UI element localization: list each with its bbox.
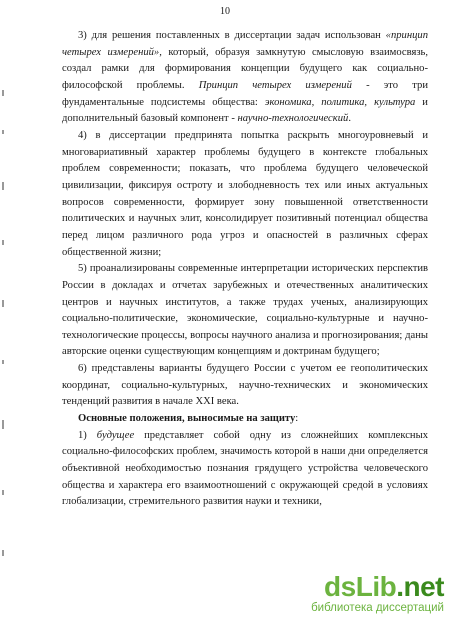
margin-scan-marks [2, 90, 8, 610]
text-run: и дополнительный базовый компонент - [62, 96, 428, 125]
text-run: . [348, 113, 351, 125]
italic-term: «принцип четырех измерений» [62, 30, 428, 58]
italic-term: научно-технологический [237, 113, 349, 125]
dslib-logo [254, 572, 444, 602]
section-heading [62, 411, 428, 428]
paragraph-5: 5) проанализированы современные интерпретации исторических перспектив России в докладах и отчетах зарубежных и отечественных аналитических центров и научных институтов, а также трудах ученых, анализирующих социально-политические, экономические, социально-культурные и научно-технологические процессы, вопросы научного анализа и прогнозирования; даны авторские оценки существующим концепциям и доктринам будущего; [62, 263, 428, 358]
italic-term: будущее [96, 429, 135, 441]
italic-term: Принцип четырех измерений [198, 79, 352, 91]
watermark-subtitle: библиотека диссертаций [311, 602, 444, 614]
heading-text: Основные положения, выносимые на защиту [78, 413, 296, 425]
text-run: 3) для решения поставленных в диссертации задач использован [78, 30, 386, 41]
paragraph-3 [62, 28, 428, 128]
paragraph-thesis-1 [62, 428, 428, 511]
paragraph-6: 6) представлены варианты будущего России с учетом ее геополитических координат, социально-культурных, научно-технических и экономических тенденций развития в начале XXI века. [62, 363, 428, 408]
text-run: 1) [78, 429, 97, 441]
document-body [62, 28, 428, 511]
dslib-watermark [254, 572, 444, 616]
logo-tld: .net [396, 571, 444, 602]
italic-term: экономика, политика, культура [264, 96, 416, 108]
text-run: представляет собой одну из сложнейших комплексных социально-философских проблем, значимость которой в наши дни определяется объективной необходимостью познания грядущего устройства человеческого общества и характера его взаимоотношений с окружающей средой в условиях глобализации, стремительного развития науки и техники, [62, 429, 428, 508]
paragraph-4: 4) в диссертации предпринята попытка раскрыть многоуровневый и многовариативный характер проблемы будущего в контексте глобальных проблем современности; показать, что проблема будущего человеческой цивилизации, фиксируя остроту и злободневность тех или иных актуальных вопросов современности, формирует зону повышенной ответственности политических и научных элит, консолидирует позитивный потенциал общества перед лицом различного рода угроз и опасностей в различных сферах общественной жизни; [62, 129, 428, 258]
heading-colon: : [295, 413, 299, 425]
logo-main: dsLib [324, 571, 397, 602]
text-run: - это три фундаментальные подсистемы общества: [62, 79, 428, 108]
text-run: , который, образуя замкнутую смысловую взаимосвязь, создал рамки для формирования концепции будущего как социально-философской проблемы. [62, 46, 428, 91]
page-number: 10 [220, 6, 230, 17]
